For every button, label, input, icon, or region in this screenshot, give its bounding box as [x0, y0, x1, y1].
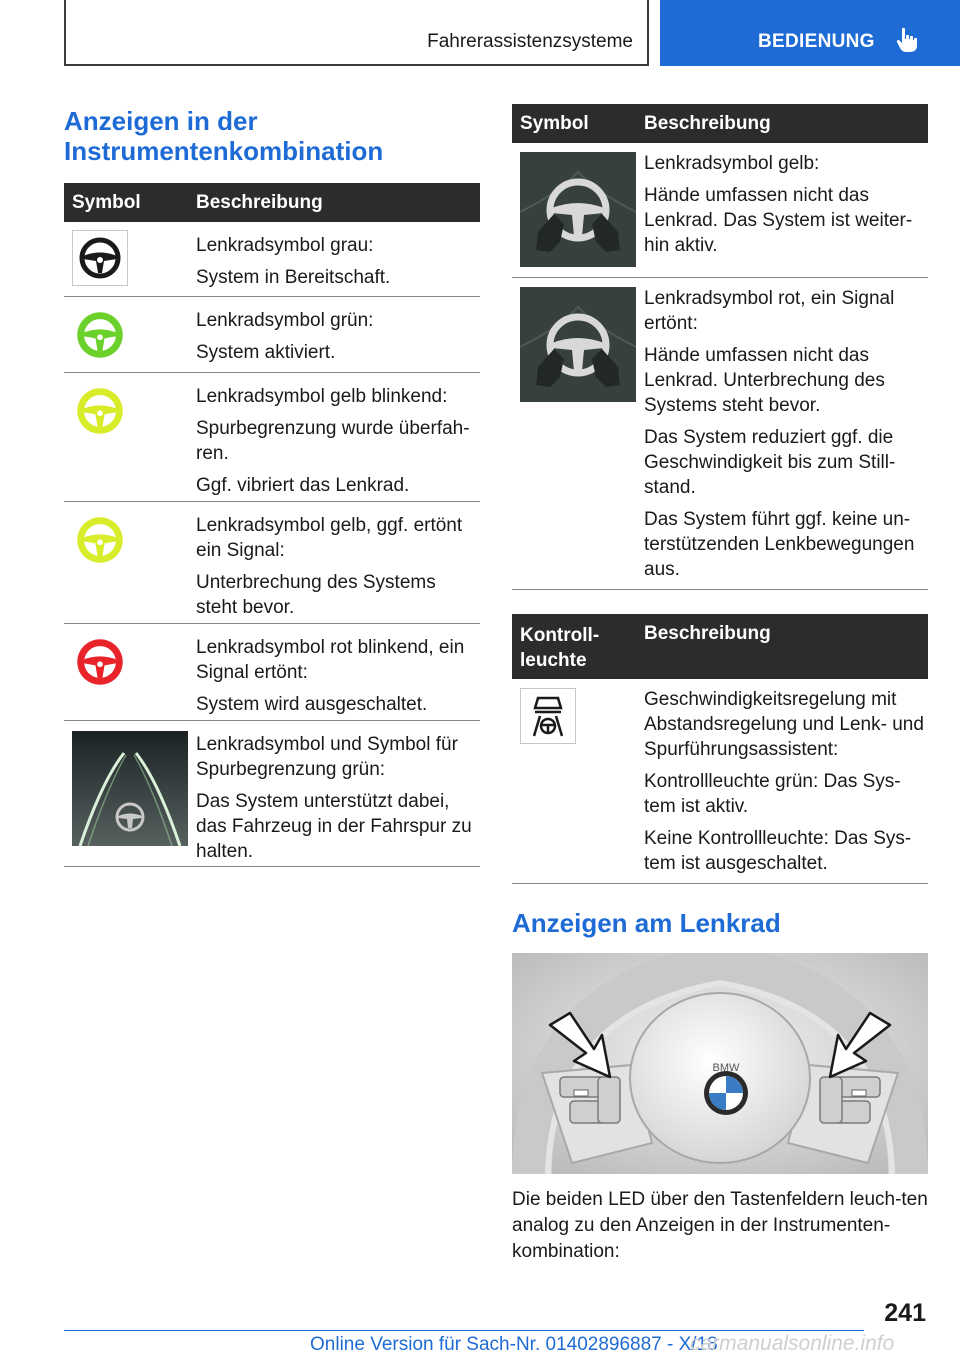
- row-desc-line: Das System führt ggf. keine un-terstützenden Lenkbewegungen aus.: [644, 509, 915, 580]
- header-section-title: Fahrerassistenzsysteme: [427, 31, 633, 52]
- row-desc-line: Das System reduziert ggf. die Geschwindigkeit bis zum Still-stand.: [644, 427, 896, 498]
- steering-wheel-yellow-icon: [72, 512, 128, 568]
- col-header-symbol: Symbol: [520, 113, 589, 134]
- header-section-box: [64, 0, 649, 66]
- hands-on-table: [512, 104, 928, 590]
- footer-divider: [64, 1330, 864, 1331]
- page-number: 241: [884, 1299, 926, 1327]
- row-desc-line: Lenkradsymbol grau:: [196, 235, 374, 256]
- row-desc-line: Lenkradsymbol gelb:: [644, 153, 820, 174]
- table-header: [64, 183, 480, 222]
- row-desc-line: Hände umfassen nicht das Lenkrad. Unterbrechung des Systems steht bevor.: [644, 345, 885, 416]
- watermark: carmanualsonline.info: [690, 1332, 895, 1355]
- section-heading-instrument-cluster: Anzeigen in der Instrumentenkombination: [64, 106, 384, 166]
- row-desc-line: System wird ausgeschaltet.: [196, 694, 428, 715]
- steering-wheel-yellow-blinking-icon: [72, 383, 128, 439]
- header-chapter-tab: [660, 0, 960, 66]
- row-desc-line: Unterbrechung des Systems steht bevor.: [196, 572, 436, 618]
- col-header-description: Beschreibung: [644, 113, 771, 134]
- table-row: [512, 278, 928, 590]
- table-row: [64, 624, 480, 721]
- hands-on-wheel-yellow-icon: [520, 152, 636, 267]
- table-row: [64, 502, 480, 624]
- table-header: [512, 614, 928, 679]
- footer-version-text: Online Version für Sach-Nr. 01402896887 - X/18: [310, 1334, 718, 1355]
- hands-on-wheel-red-icon: [520, 287, 636, 402]
- row-desc-line: System aktiviert.: [196, 342, 336, 363]
- steering-wheel-green-icon: [72, 307, 128, 363]
- row-desc-line: Keine Kontrollleuchte: Das Sys-tem ist ausgeschaltet.: [644, 828, 912, 874]
- row-desc-line: Hände umfassen nicht das Lenkrad. Das System ist weiter-hin aktiv.: [644, 185, 913, 256]
- driving-assistant-indicator-icon: [520, 688, 576, 744]
- col-header-description: Beschreibung: [644, 623, 771, 644]
- col-header-description: Beschreibung: [196, 192, 323, 213]
- row-desc-line: Lenkradsymbol rot, ein Signal ertönt:: [644, 288, 895, 334]
- steering-wheel-red-icon: [72, 634, 128, 690]
- pointing-hand-icon: [896, 27, 918, 53]
- row-desc-line: Lenkradsymbol gelb, ggf. ertönt ein Signal:: [196, 515, 463, 561]
- table-header: [512, 104, 928, 143]
- bmw-logo-text: BMW: [712, 1062, 740, 1074]
- table-row: [64, 373, 480, 502]
- row-desc-line: Spurbegrenzung wurde überfah-ren.: [196, 418, 470, 464]
- col-header-symbol: Symbol: [72, 192, 141, 213]
- table-row: [64, 222, 480, 297]
- indicator-table: [64, 183, 480, 867]
- header-chapter-title: BEDIENUNG: [758, 31, 875, 52]
- col-header-indicator: Kontroll-leuchte: [520, 625, 600, 671]
- steering-wheel-grey-icon: [72, 230, 128, 286]
- table-row: [64, 297, 480, 373]
- lane-steering-display-icon: [72, 731, 188, 846]
- row-desc-line: Kontrollleuchte grün: Das Sys-tem ist aktiv.: [644, 771, 901, 817]
- table-row: [64, 721, 480, 867]
- row-desc-line: System in Bereitschaft.: [196, 267, 391, 288]
- indicator-light-table: [512, 614, 928, 884]
- row-desc-line: Lenkradsymbol grün:: [196, 310, 374, 331]
- led-description-text: Die beiden LED über den Tastenfeldern leuch-ten analog zu den Anzeigen in der Instrumenten-kombination:: [512, 1189, 928, 1262]
- table-row: [512, 679, 928, 884]
- section-heading-steering-wheel: Anzeigen am Lenkrad: [512, 908, 781, 938]
- table-row: [512, 143, 928, 278]
- steering-wheel-photo: [512, 953, 928, 1174]
- row-desc-line: Ggf. vibriert das Lenkrad.: [196, 475, 410, 496]
- row-desc-line: Lenkradsymbol rot blinkend, ein Signal ertönt:: [196, 637, 465, 683]
- row-desc-line: Geschwindigkeitsregelung mit Abstandsregelung und Lenk- und Spurführungsassistent:: [644, 689, 924, 760]
- row-desc-line: Lenkradsymbol und Symbol für Spurbegrenzung grün:: [196, 734, 458, 780]
- row-desc-line: Das System unterstützt dabei, das Fahrzeug in der Fahrspur zu halten.: [196, 791, 472, 862]
- row-desc-line: Lenkradsymbol gelb blinkend:: [196, 386, 448, 407]
